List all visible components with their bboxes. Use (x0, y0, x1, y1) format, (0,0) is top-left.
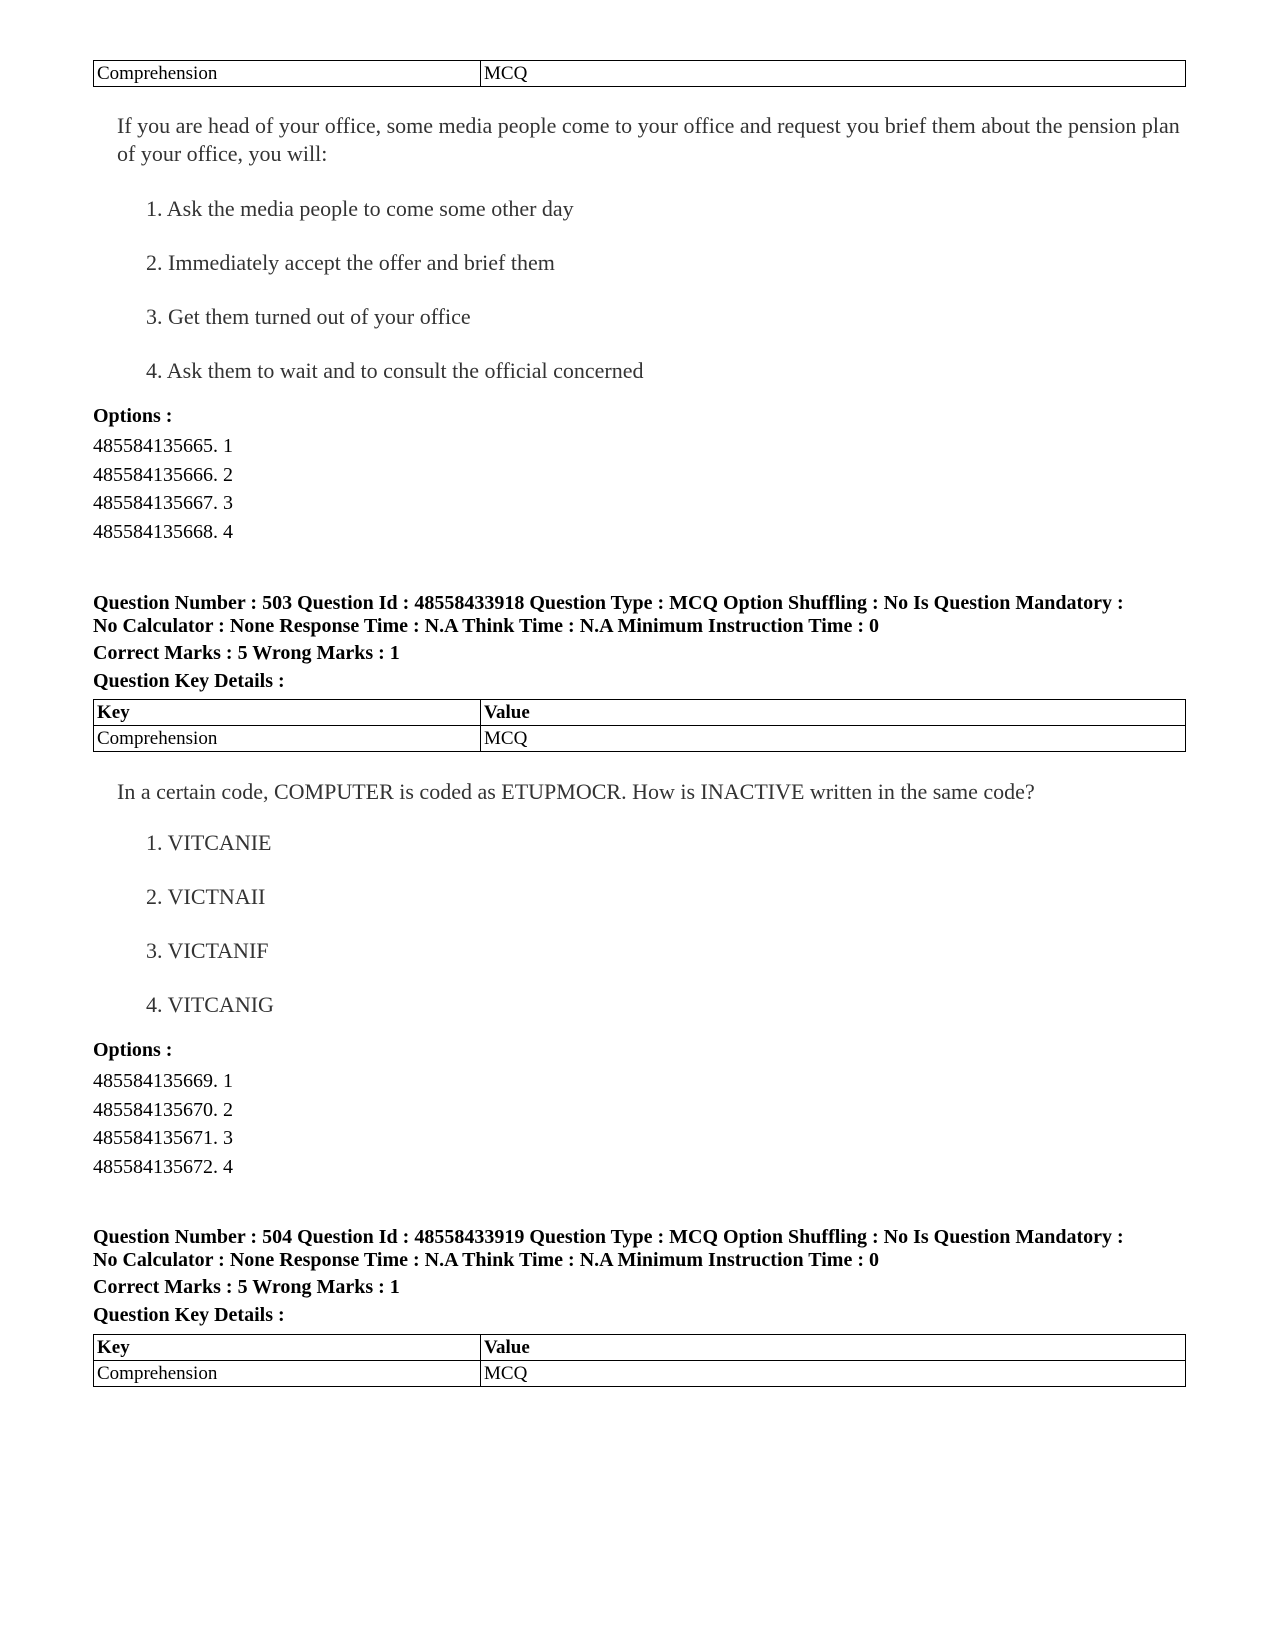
table-header-key: Key (94, 1335, 481, 1361)
choice-item: 1. VITCANIE (146, 830, 272, 855)
option-item: 485584135667. 3 (93, 492, 233, 515)
option-item: 485584135666. 2 (93, 463, 233, 486)
option-item: 485584135671. 3 (93, 1127, 233, 1150)
table-row (94, 726, 1186, 752)
option-item: 485584135669. 1 (93, 1070, 233, 1092)
question-text-503: In a certain code, COMPUTER is coded as ETUPMOCR. How is INACTIVE written in the same code? (117, 779, 1035, 804)
question-meta-503 (93, 592, 1213, 638)
table-header-row (94, 1335, 1186, 1361)
options-label-503: Options : (93, 1039, 173, 1061)
table-cell-key: Comprehension (94, 726, 481, 752)
choice-list-503 (146, 829, 274, 1045)
meta-line-2: No Calculator : None Response Time : N.A Think Time : N.A Minimum Instruction Time : 0 (93, 615, 879, 637)
table-cell-key: Comprehension (94, 61, 481, 87)
choice-item: 3. Get them turned out of your office (146, 304, 471, 329)
choice-item: 2. Immediately accept the offer and brief them (146, 250, 555, 275)
choice-item: 4. VITCANIG (146, 992, 274, 1017)
marks-503: Correct Marks : 5 Wrong Marks : 1 (93, 642, 400, 664)
key-details-table-504 (93, 1334, 1186, 1387)
choice-item: 1. Ask the media people to come some other day (146, 196, 574, 221)
meta-line-1: Question Number : 503 Question Id : 48558433918 Question Type : MCQ Option Shuffling : No Is Question Mandatory : (93, 592, 1124, 614)
table-cell-key: Comprehension (94, 1361, 481, 1387)
choice-item: 3. VICTANIF (146, 938, 269, 963)
table-cell-value: MCQ (481, 1361, 1186, 1387)
table-cell-value: MCQ (481, 726, 1186, 752)
options-list-502 (93, 432, 233, 547)
option-item: 485584135672. 4 (93, 1156, 233, 1179)
key-details-table-503 (93, 699, 1186, 752)
options-list-503 (93, 1067, 233, 1182)
choice-item: 2. VICTNAII (146, 884, 266, 909)
table-cell-value: MCQ (481, 61, 1186, 87)
table-header-row (94, 700, 1186, 726)
table-row (94, 61, 1186, 87)
question-meta-504 (93, 1226, 1213, 1272)
option-item: 485584135670. 2 (93, 1098, 233, 1121)
table-header-key: Key (94, 700, 481, 726)
options-label-502: Options : (93, 405, 173, 427)
question-text-502: If you are head of your office, some media people come to your office and request you brief them about the pension plan of your office, you will: (117, 113, 1180, 166)
key-details-label-503: Question Key Details : (93, 670, 285, 692)
marks-504: Correct Marks : 5 Wrong Marks : 1 (93, 1276, 400, 1298)
meta-line-1: Question Number : 504 Question Id : 48558433919 Question Type : MCQ Option Shuffling : No Is Question Mandatory : (93, 1226, 1124, 1248)
table-row (94, 1361, 1186, 1387)
key-details-table-502 (93, 60, 1186, 87)
choice-item: 4. Ask them to wait and to consult the official concerned (146, 358, 644, 383)
choice-list-502 (146, 195, 644, 411)
meta-line-2: No Calculator : None Response Time : N.A Think Time : N.A Minimum Instruction Time : 0 (93, 1249, 879, 1271)
option-item: 485584135668. 4 (93, 521, 233, 544)
key-details-label-504: Question Key Details : (93, 1304, 285, 1326)
table-header-value: Value (481, 1335, 1186, 1361)
option-item: 485584135665. 1 (93, 435, 233, 457)
table-header-value: Value (481, 700, 1186, 726)
